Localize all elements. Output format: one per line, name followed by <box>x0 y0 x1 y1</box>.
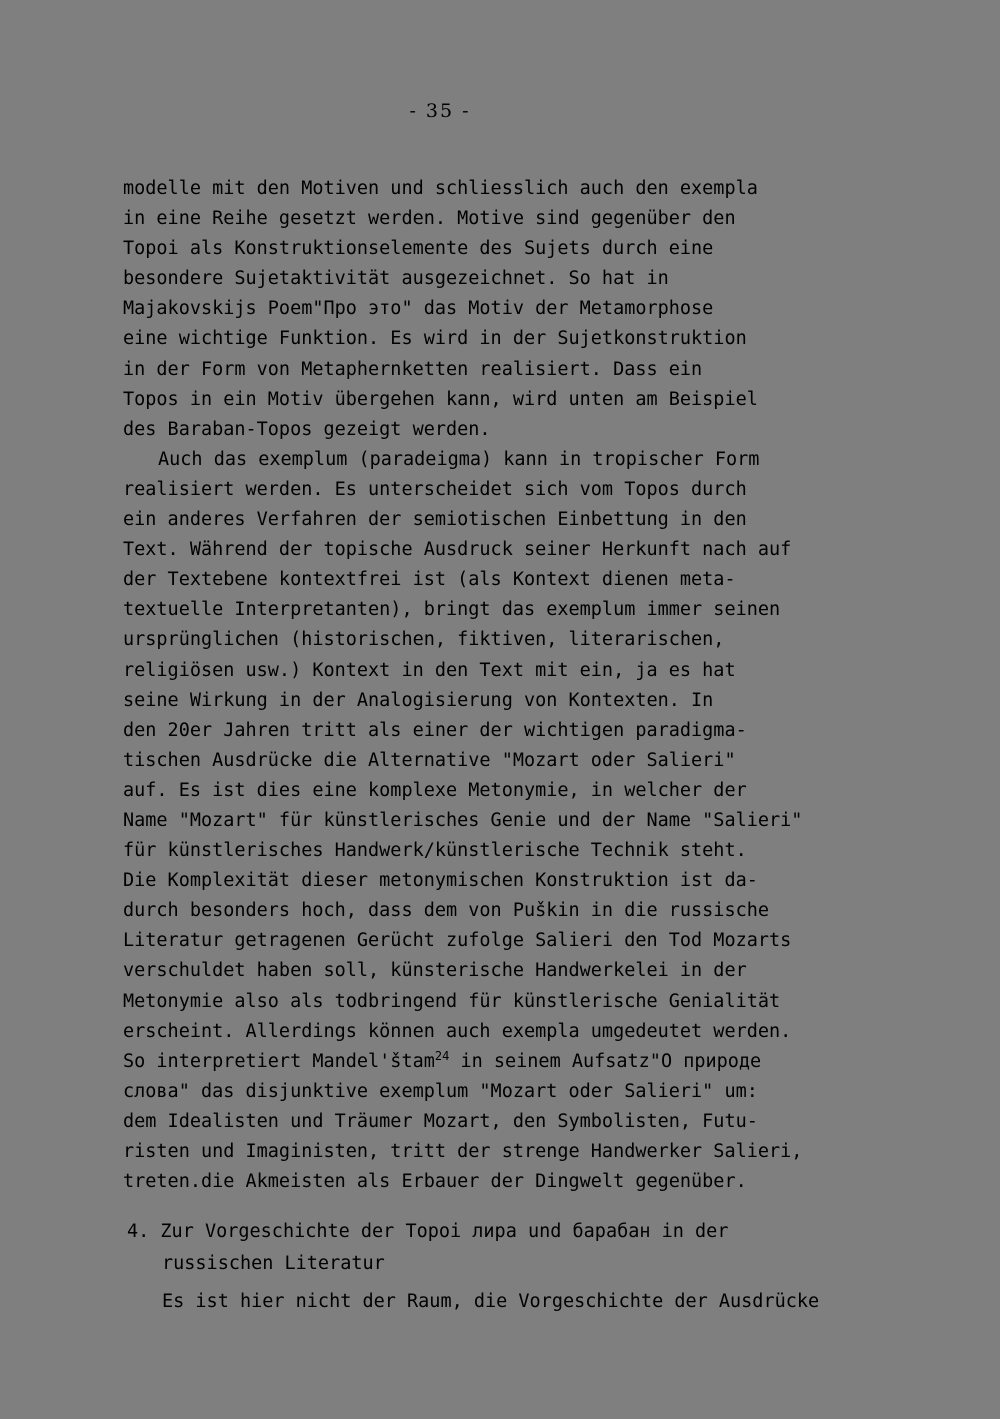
text-line-with-footnote <box>123 1047 883 1077</box>
footnote-line-after: in seinem Aufsatz"О природе <box>449 1050 762 1072</box>
text-line: risten und Imaginisten, tritt der strenge Handwerker Salieri, <box>123 1141 803 1162</box>
text-line: besondere Sujetaktivität ausgezeichnet. So hat in <box>123 268 669 290</box>
text-line: Topoi als Konstruktionselemente des Sujets durch eine <box>123 238 714 260</box>
section-title-line-2: russischen Literatur <box>162 1253 385 1274</box>
body-text <box>123 174 883 1197</box>
text-line: modelle mit den Motiven und schliesslich auch den exempla <box>123 178 758 199</box>
text-line: Literatur getragenen Gerücht zufolge Salieri den Tod Mozarts <box>123 930 792 952</box>
text-line: verschuldet haben soll, künsterische Handwerkelei in der <box>123 960 747 982</box>
text-line: durch besonders hoch, dass dem von Puškin in die russische <box>123 900 770 922</box>
text-line: treten.die Akmeisten als Erbauer der Dingwelt gegenüber. <box>123 1171 747 1193</box>
page-number: - 35 - <box>409 100 471 122</box>
text-line: eine wichtige Funktion. Es wird in der Sujetkonstruktion <box>123 328 747 350</box>
text-line: dem Idealisten und Träumer Mozart, den Symbolisten, Futu- <box>123 1110 758 1132</box>
text-line: textuelle Interpretanten), bringt das exemplum immer seinen <box>123 599 781 621</box>
text-line: Die Komplexität dieser metonymischen Konstruktion ist da- <box>123 870 758 892</box>
text-line: religiösen usw.) Kontext in den Text mit ein, ja es hat <box>123 659 736 681</box>
text-line: in eine Reihe gesetzt werden. Motive sind gegenüber den <box>123 208 736 230</box>
text-line: ursprünglichen (historischen, fiktiven, literarischen, <box>123 629 725 651</box>
text-line: tischen Ausdrücke die Alternative "Mozart oder Salieri" <box>123 749 736 771</box>
text-line: Metonymie also als todbringend für künstlerische Genialität <box>123 990 781 1012</box>
text-line: in der Form von Metaphernketten realisiert. Dass ein <box>123 358 703 380</box>
text-line: erscheint. Allerdings können auch exempla umgedeutet werden. <box>123 1020 792 1042</box>
text-line: seine Wirkung in der Analogisierung von Kontexten. In <box>123 689 714 711</box>
text-line: für künstlerisches Handwerk/künstlerische Technik steht. <box>123 840 747 862</box>
final-paragraph-start: Es ist hier nicht der Raum, die Vorgeschichte der Ausdrücke <box>162 1291 820 1312</box>
section-heading-line-1 <box>127 1216 887 1248</box>
footnote-line-before: So interpretiert Mandel'štam <box>123 1050 435 1072</box>
text-line: Text. Während der topische Ausdruck seiner Herkunft nach auf <box>123 539 792 561</box>
text-line: ein anderes Verfahren der semiotischen Einbettung in den <box>123 509 747 531</box>
text-line: auf. Es ist dies eine komplexe Metonymie, in welcher der <box>123 779 747 801</box>
footnote-marker: 24 <box>434 1048 450 1063</box>
text-line: Majakovskijs Poem"Про это" das Motiv der Metamorphose <box>123 298 714 320</box>
section-title-line-1: Zur Vorgeschichte der Topoi лира und барабан in der <box>160 1221 729 1242</box>
text-line: Topos in ein Motiv übergehen kann, wird unten am Beispiel <box>123 388 758 410</box>
section-heading <box>127 1216 887 1280</box>
text-line: Auch das exemplum (paradeigma) kann in tropischer Form <box>158 448 760 470</box>
text-line: Name "Mozart" für künstlerisches Genie und der Name "Salieri" <box>123 809 803 831</box>
text-line: realisiert werden. Es unterscheidet sich vom Topos durch <box>123 478 747 500</box>
text-line: слова" das disjunktive exemplum "Mozart oder Salieri" um: <box>123 1080 758 1102</box>
text-line: der Textebene kontextfrei ist (als Kontext dienen meta- <box>123 569 736 591</box>
section-number: 4. <box>127 1221 150 1242</box>
text-line: den 20er Jahren tritt als einer der wichtigen paradigma- <box>123 719 747 741</box>
text-line: des Baraban-Topos gezeigt werden. <box>123 418 491 440</box>
